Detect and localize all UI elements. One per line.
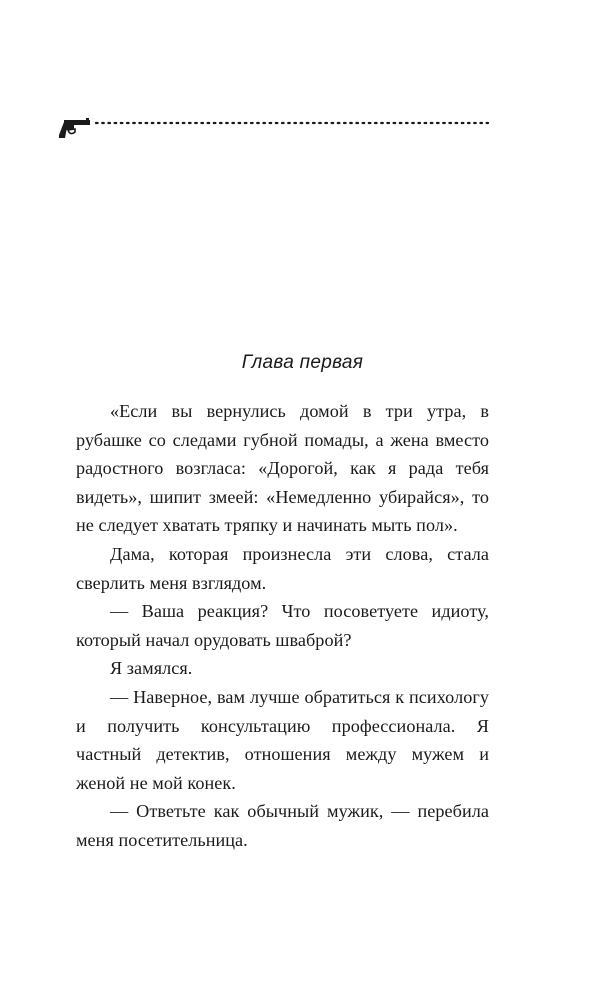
- revolver-icon: [59, 118, 90, 138]
- header-ornament: [58, 116, 490, 142]
- paragraph: Дама, которая произнесла эти слова, стала сверлить меня взглядом.: [76, 543, 489, 593]
- paragraph: «Если вы вернулись домой в три утра, в рубашке со следами губной помады, а жена вместо радостного возгласа: «Дорогой, как я рада тебя видеть», шипит змеей: «Немедленно убирайся», то не следует хватать тряпку и начинать мыть пол».: [76, 401, 489, 536]
- paragraph: — Ваша реакция? Что посоветуете идиоту, который начал орудовать шваброй?: [76, 601, 489, 650]
- body-text: [76, 397, 489, 855]
- chapter-title: Глава первая: [241, 352, 364, 373]
- paragraph: — Ответьте как обычный мужик, — перебила меня посетительница.: [76, 801, 489, 850]
- paragraph: Я замялся.: [110, 658, 193, 679]
- paragraph: — Наверное, вам лучше обратиться к психологу и получить консультацию профессионала. Я частный детектив, отношения между мужем и женой не мой конек.: [76, 686, 489, 793]
- header-ornament-graphic: [58, 116, 490, 142]
